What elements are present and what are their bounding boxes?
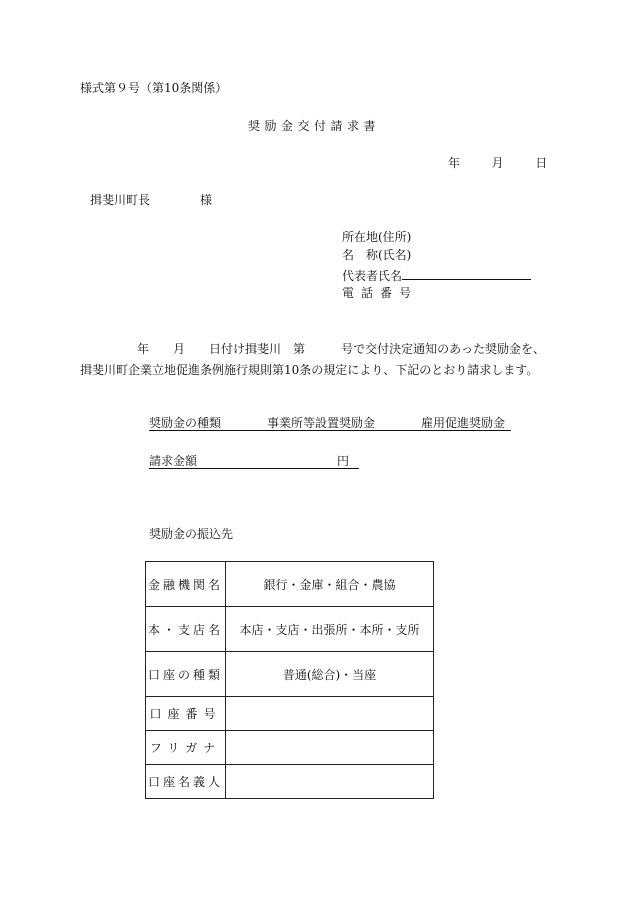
document-title: 奨励金交付請求書	[248, 119, 381, 133]
grant-type-row	[149, 417, 511, 431]
applicant-representative	[342, 268, 531, 282]
furigana-label: フリガナ	[146, 731, 226, 765]
amount-label: 請求金額	[149, 454, 198, 468]
account-holder-label: 口座名義人	[146, 765, 226, 799]
body-year: 年	[137, 342, 150, 356]
bank-name-label: 金融機関名	[146, 562, 226, 607]
applicant-name-label: 名 称(氏名)	[342, 248, 412, 262]
amount-row	[149, 455, 359, 469]
grant-type-label: 奨励金の種類	[149, 416, 222, 430]
account-number-label: 口座番号	[146, 697, 226, 731]
addressee-name: 揖斐川町長	[90, 193, 151, 207]
bank-account-table	[145, 561, 434, 799]
form-number: 様式第９号（第10条関係）	[80, 81, 228, 95]
body-day-ref: 日付け揖斐川	[209, 342, 282, 356]
table-row	[146, 652, 434, 697]
account-type-label: 口座の種類	[146, 652, 226, 697]
representative-label: 代表者氏名	[342, 269, 403, 283]
date-year: 年	[448, 156, 461, 170]
branch-name-label: 本・支店名	[146, 607, 226, 652]
table-row	[146, 607, 434, 652]
representative-underline	[402, 268, 531, 280]
bank-name-value: 銀行・金庫・組合・農協	[226, 562, 434, 607]
grant-type-option-2: 雇用促進奨励金	[421, 416, 506, 430]
addressee-honorific: 様	[200, 193, 213, 207]
table-row	[146, 765, 434, 799]
amount-unit: 円	[337, 454, 350, 468]
transfer-heading: 奨励金の振込先	[149, 527, 234, 541]
account-number-value[interactable]	[226, 697, 434, 731]
applicant-phone-label: 電話番号	[342, 286, 419, 300]
table-row	[146, 562, 434, 607]
body-text-main: 号で交付決定通知のあった奨励金を、揖斐川町企業立地促進条例施行規則第10条の規定により、下記のとおり請求します。	[80, 342, 545, 377]
account-holder-value[interactable]	[226, 765, 434, 799]
furigana-value[interactable]	[226, 731, 434, 765]
request-body-text	[80, 339, 550, 381]
body-month: 月	[173, 342, 186, 356]
applicant-address-label: 所在地(住所)	[342, 230, 412, 244]
table-row	[146, 697, 434, 731]
date-month: 月	[491, 156, 504, 170]
addressee	[90, 194, 212, 206]
table-row	[146, 731, 434, 765]
branch-name-value: 本店・支店・出張所・本所・支所	[226, 607, 434, 652]
date-line	[448, 157, 547, 169]
body-no-prefix: 第	[293, 342, 306, 356]
date-day: 日	[535, 156, 548, 170]
grant-type-option-1: 事業所等設置奨励金	[267, 416, 376, 430]
account-type-value: 普通(総合)・当座	[226, 652, 434, 697]
